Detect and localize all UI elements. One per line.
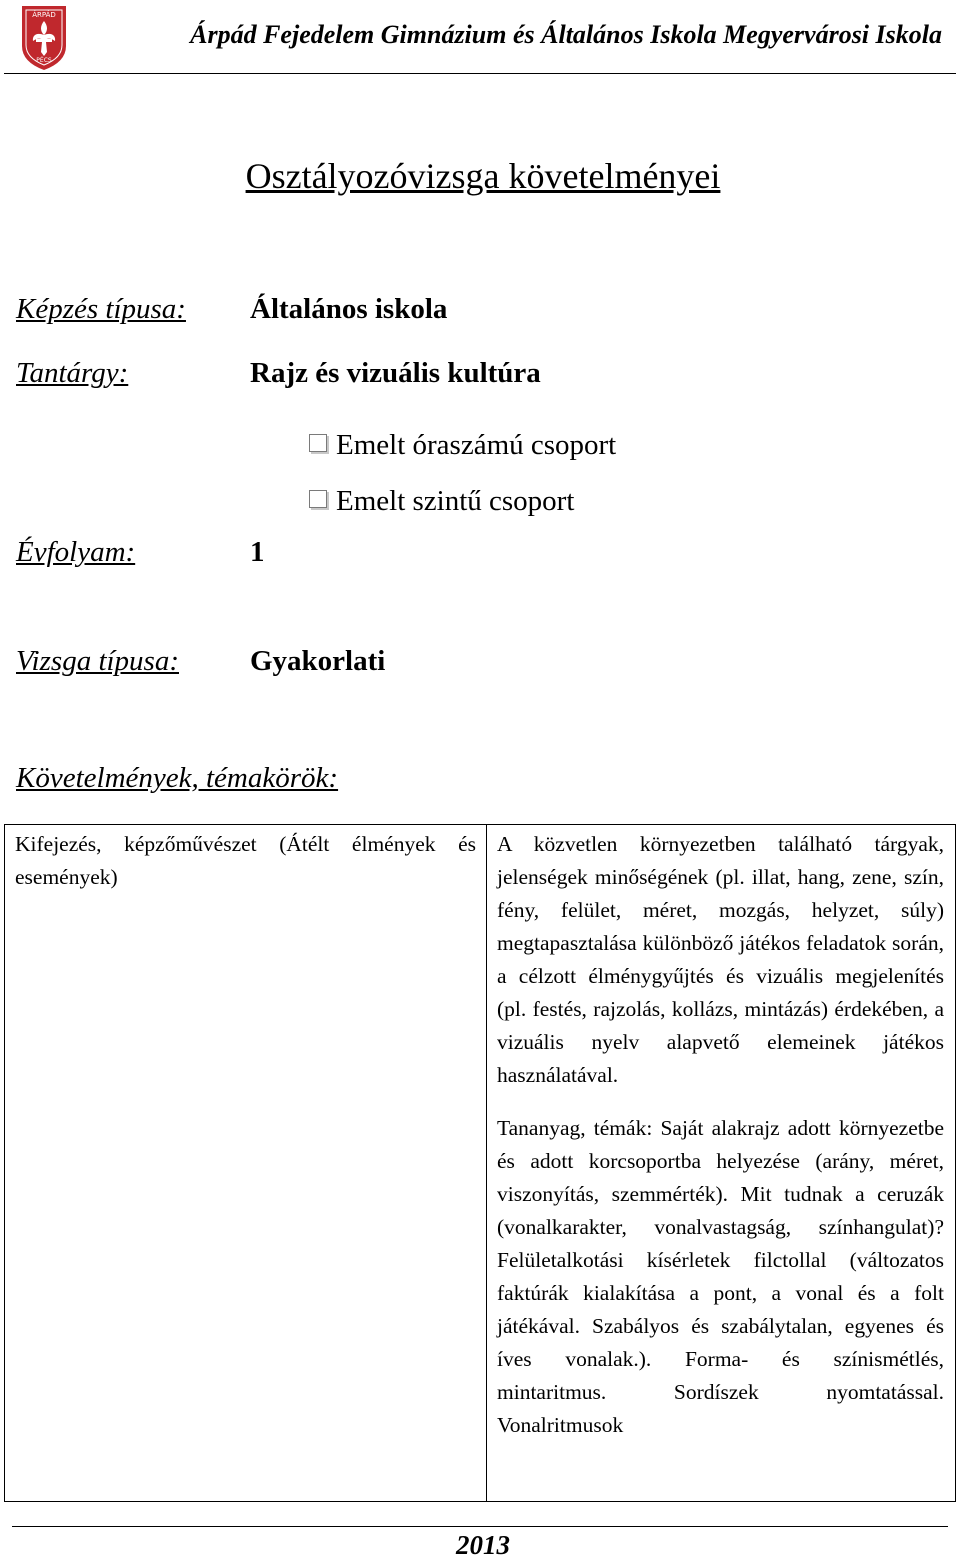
logo-top-text: ÁRPÁD bbox=[32, 11, 56, 19]
school-name: Árpád Fejedelem Gimnázium és Általános Iskola Megyervárosi Iskola bbox=[190, 20, 942, 49]
option-label: Emelt szintű csoport bbox=[336, 485, 575, 517]
option-advanced-level bbox=[309, 485, 574, 518]
content-cell bbox=[487, 825, 956, 1502]
grade-value: 1 bbox=[250, 536, 265, 568]
exam-type-label: Vizsga típusa: bbox=[16, 645, 179, 677]
subject-value: Rajz és vizuális kultúra bbox=[250, 357, 541, 389]
table-row bbox=[5, 825, 956, 1502]
logo-bottom-text: PÉCS bbox=[36, 57, 52, 64]
checkbox-icon bbox=[309, 434, 327, 452]
training-type-value: Általános iskola bbox=[250, 293, 448, 325]
requirements-label: Követelmények, témakörök: bbox=[16, 762, 339, 794]
option-advanced-hours bbox=[309, 429, 616, 462]
page-title: Osztályozóvizsga követelményei bbox=[245, 156, 721, 196]
exam-type-value: Gyakorlati bbox=[250, 645, 386, 677]
content-paragraph-1: A közvetlen környezetben található tárgyak, jelenségek minőségének (pl. illat, hang, zene, szín, fény, felület, méret, mozgás, helyzet, súly) megtapasztalása különböző játékos feladatok során, a célzott élménygyűjtés és vizuális megjelenítés (pl. festés, rajzolás, kollázs, mintázás) érdekében, a vizuális nyelv alapvető elemeinek játékos használatával. bbox=[497, 832, 944, 1087]
topic-cell bbox=[5, 825, 487, 1502]
checkbox-icon bbox=[309, 490, 327, 508]
requirements-table bbox=[4, 824, 956, 1502]
topic-text: Kifejezés, képzőművészet (Átélt élmények és események) bbox=[15, 832, 476, 889]
grade-label: Évfolyam: bbox=[16, 536, 136, 568]
footer-year: 2013 bbox=[456, 1530, 510, 1560]
footer-divider bbox=[12, 1526, 948, 1527]
header-divider bbox=[4, 73, 956, 74]
school-logo bbox=[20, 4, 68, 72]
training-type-label: Képzés típusa: bbox=[16, 293, 186, 325]
option-label: Emelt óraszámú csoport bbox=[336, 429, 617, 461]
content-paragraph-2: Tananyag, témák: Saját alakrajz adott környezetbe és adott korcsoportba helyezése (arány, méret, viszonyítás, szemmérték). Mit tudnak a ceruzák (vonalkarakter, vonalvastagság, színhangulat)? Felületalkotási kísérletek filctollal (változatos faktúrák kialakítása a pont, a vonal és a folt játékával. Szabályos és szabálytalan, egyenes és íves vonalak.). Forma- és színismétlés, mintaritmus. Sordíszek nyomtatással. Vonalritmusok bbox=[497, 1116, 944, 1437]
subject-label: Tantárgy: bbox=[16, 357, 129, 389]
